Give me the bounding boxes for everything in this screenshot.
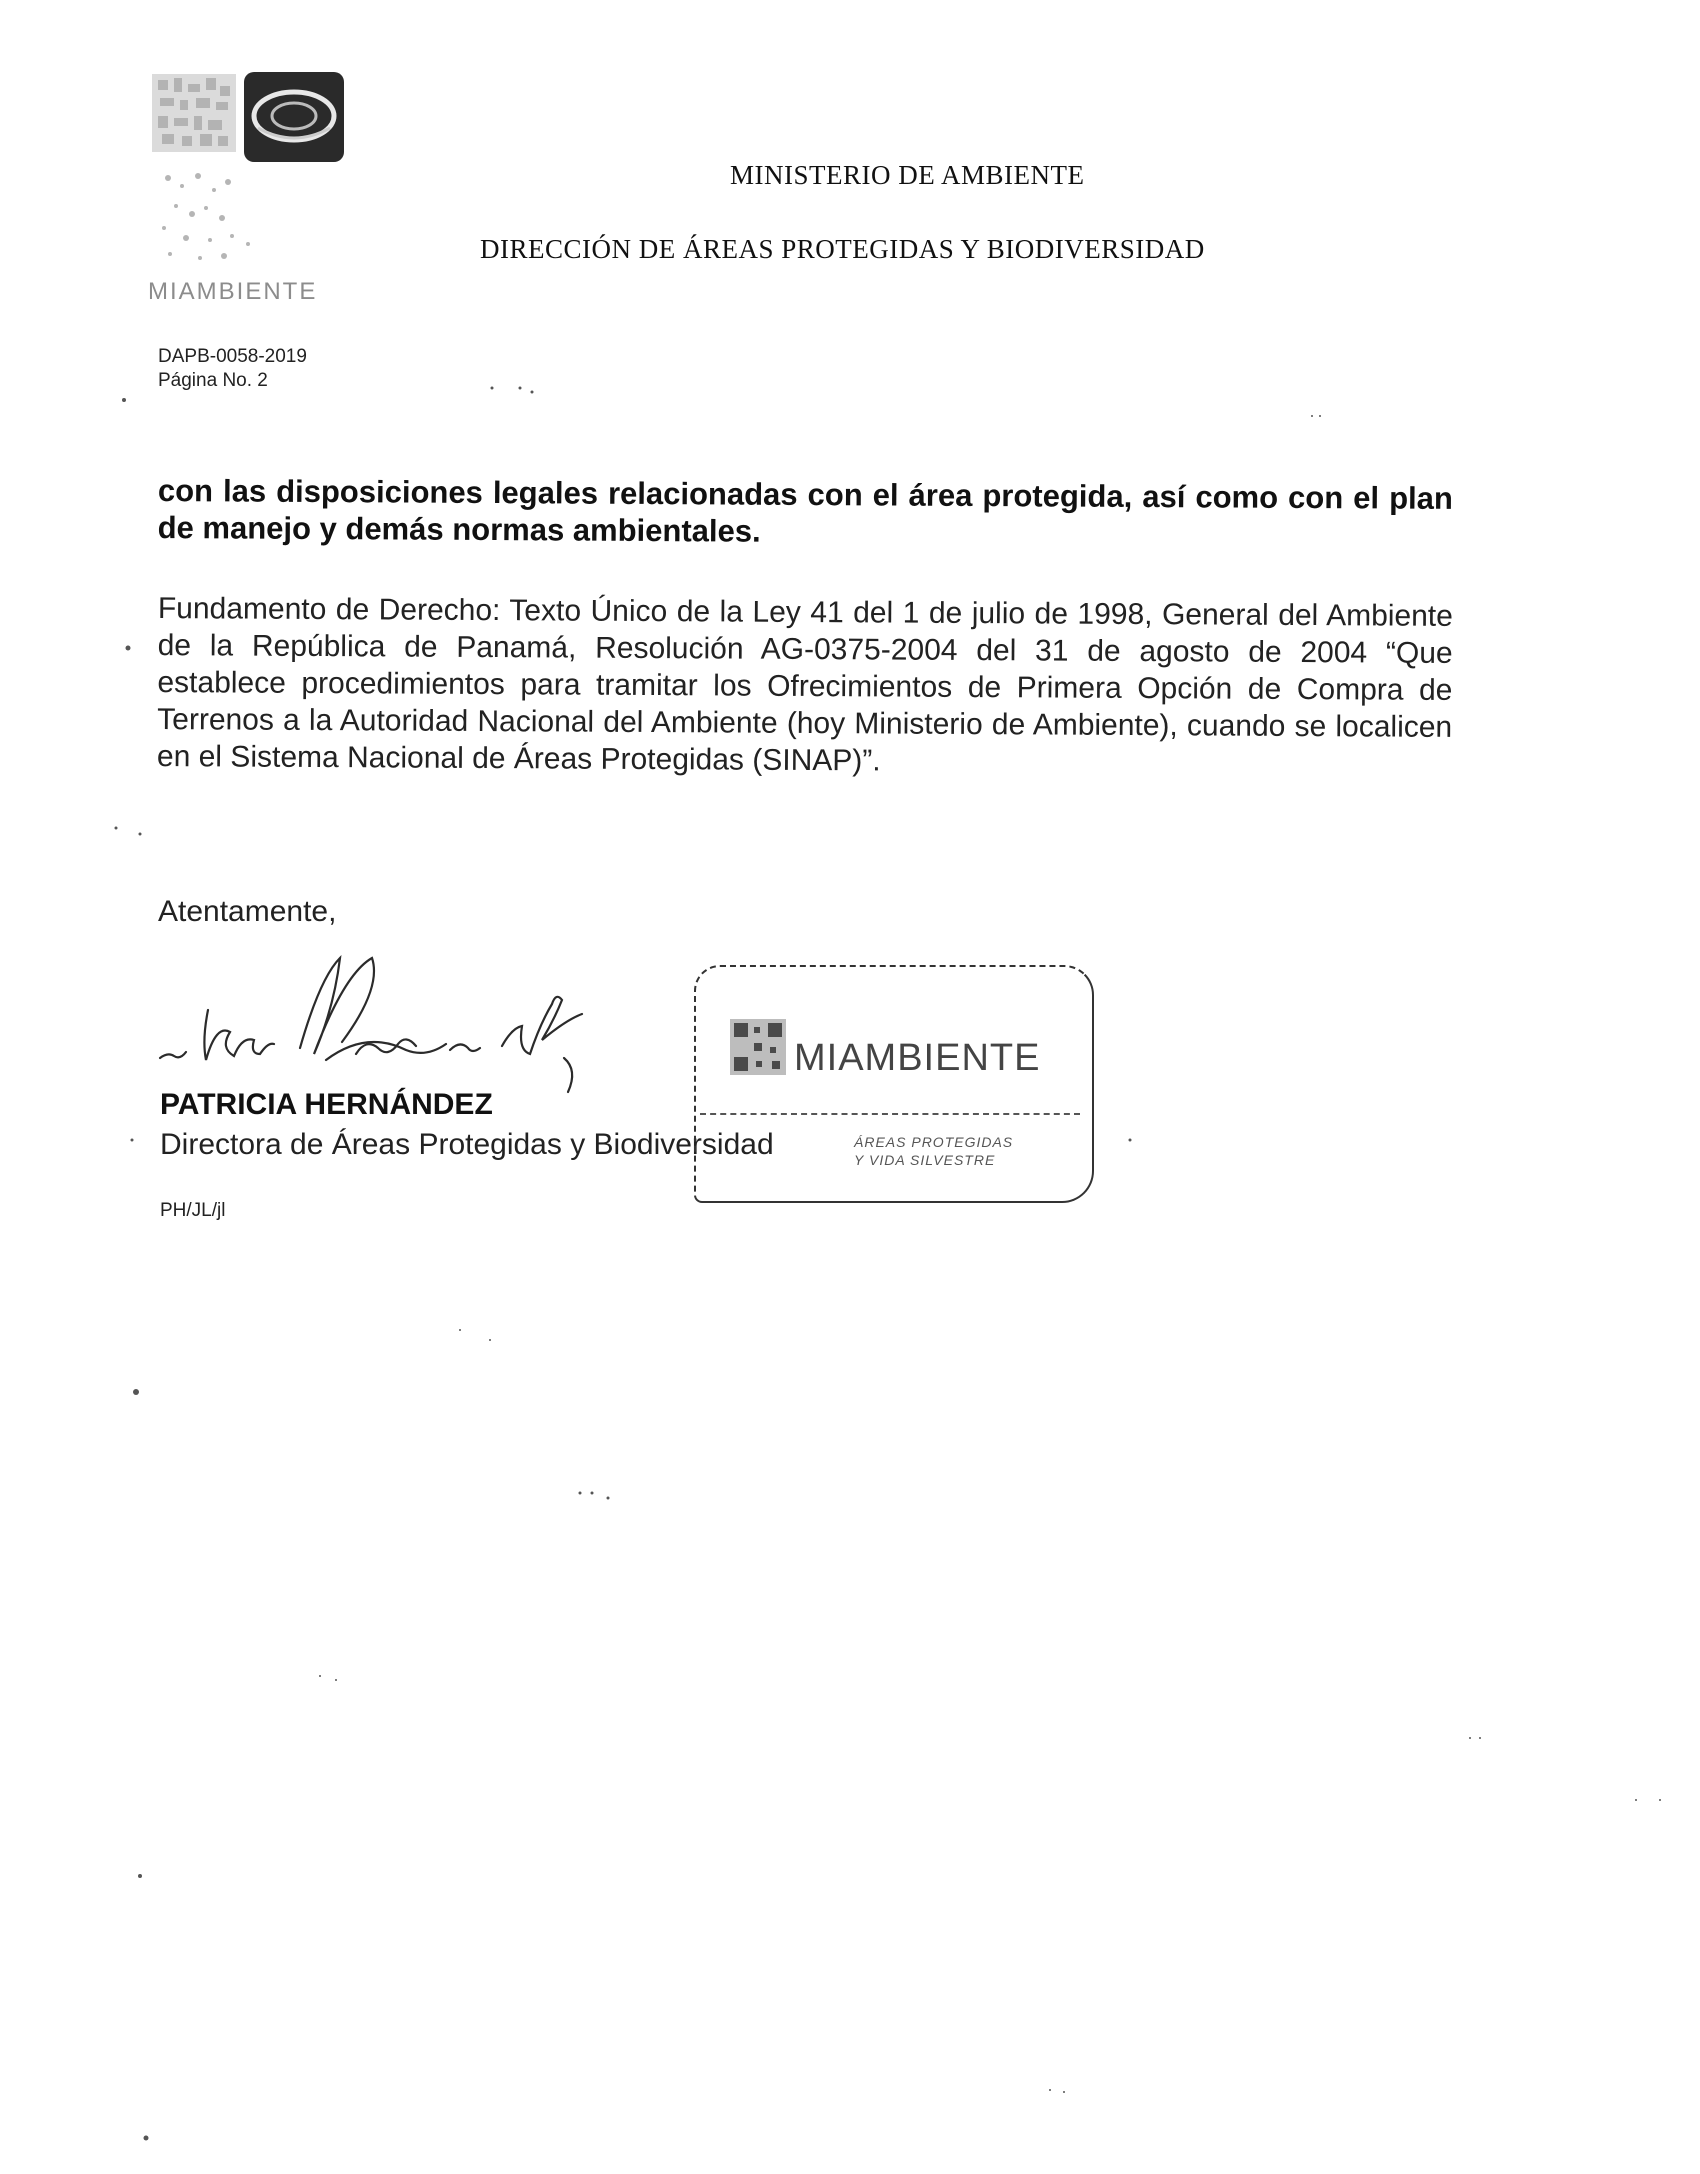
signer-name: PATRICIA HERNÁNDEZ xyxy=(160,1088,493,1121)
document-code: DAPB-0058-2019 xyxy=(158,346,307,367)
direction-heading: DIRECCIÓN DE ÁREAS PROTEGIDAS Y BIODIVERSIDAD xyxy=(480,234,1205,264)
page-number: Página No. 2 xyxy=(158,370,268,391)
signer-title: Directora de Áreas Protegidas y Biodiversidad xyxy=(160,1128,774,1161)
ministry-heading: MINISTERIO DE AMBIENTE xyxy=(730,160,1085,190)
logo-wordmark: MIAMBIENTE xyxy=(148,278,318,305)
stamp-line-2: Y VIDA SILVESTRE xyxy=(854,1152,996,1168)
stamp-qr-icon xyxy=(730,1019,786,1075)
official-stamp xyxy=(694,965,1100,1205)
bold-paragraph: con las disposiciones legales relacionadas con el área protegida, así como con el plan de manejo y demás normas ambientales. xyxy=(157,472,1453,549)
stamp-divider xyxy=(700,1113,1080,1115)
closing-salutation: Atentamente, xyxy=(158,895,337,928)
document-reference xyxy=(158,345,307,393)
ministry-logo xyxy=(148,68,358,313)
stamp-brand: MIAMBIENTE xyxy=(794,1037,1041,1079)
stamp-subtitle xyxy=(854,1133,1013,1169)
legal-basis-paragraph: Fundamento de Derecho: Texto Único de la Ley 41 del 1 de julio de 1998, General del Ambiente de la República de Panamá, Resolución AG-0375-2004 del 31 de agosto de 2004 “Que establece procedimientos para tramitar los Ofrecimientos de Primera Opción de Compra de Terrenos a la Autoridad Nacional del Ambiente (hoy Ministerio de Ambiente), cuando se localicen en el Sistema Nacional de Áreas Protegidas (SINAP)”. xyxy=(156,591,1453,778)
reference-initials: PH/JL/jl xyxy=(160,1200,226,1221)
ministry-logo-mark xyxy=(148,68,358,273)
stamp-line-1: ÁREAS PROTEGIDAS xyxy=(854,1134,1014,1150)
handwritten-signature xyxy=(150,950,630,1100)
